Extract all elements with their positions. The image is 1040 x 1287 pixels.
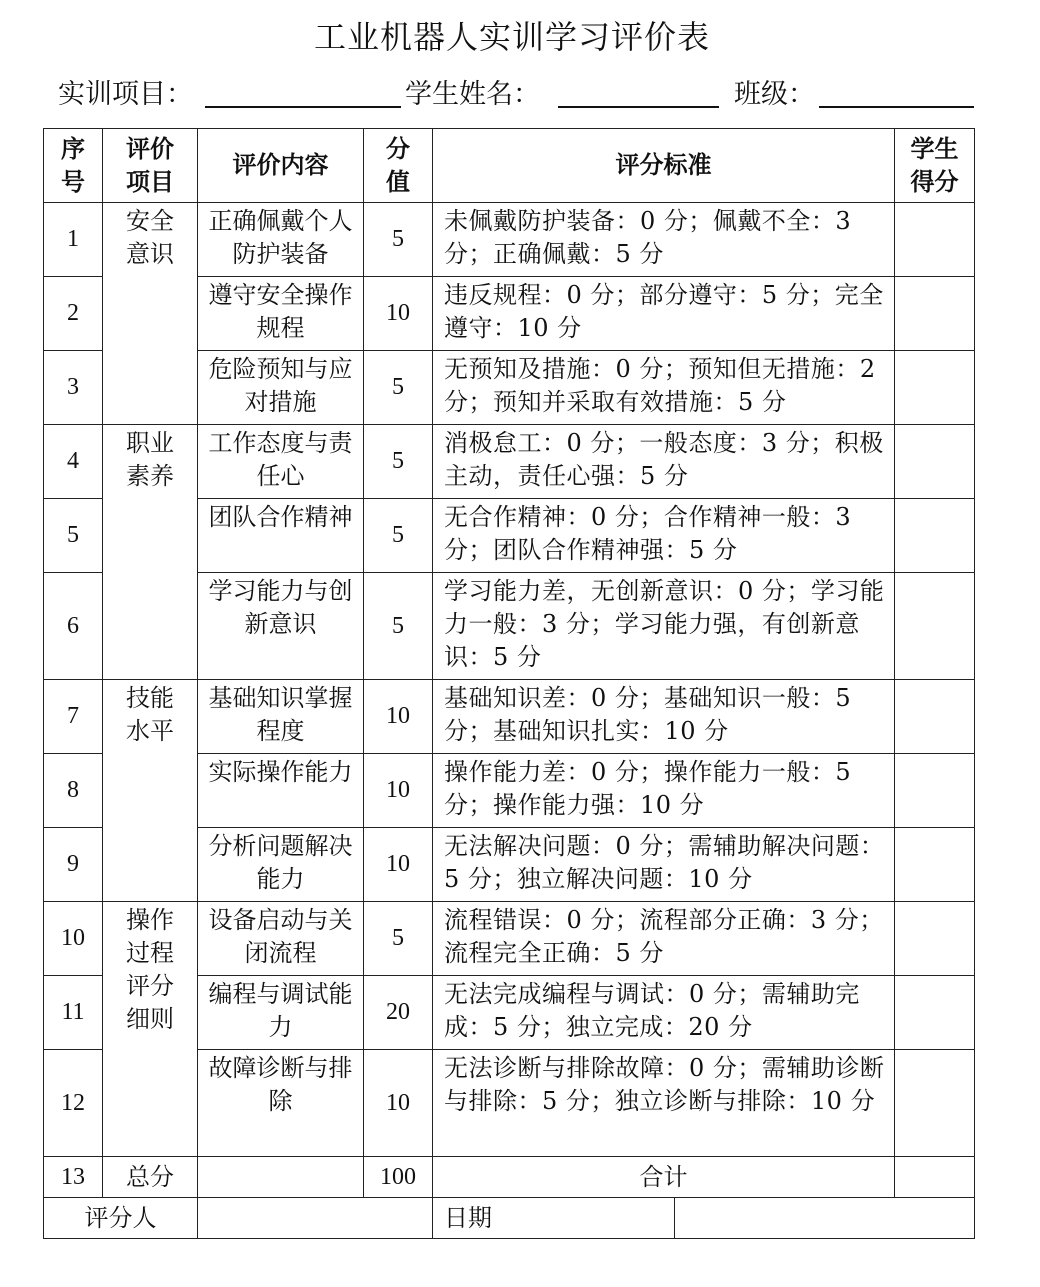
row-content: 工作态度与责任心 [198,425,364,499]
header-no: 序号 [44,129,103,203]
date-label: 日期 [433,1198,675,1238]
row-criteria: 消极怠工：0 分；一般态度：3 分；积极主动，责任心强：5 分 [433,425,895,499]
row-no: 8 [44,754,103,828]
total-no: 13 [44,1157,103,1198]
row-score: 5 [364,203,433,277]
row-criteria: 无合作精神：0 分；合作精神一般：3 分；团队合作精神强：5 分 [433,499,895,573]
row-criteria: 无法完成编程与调试：0 分；需辅助完成：5 分；独立完成：20 分 [433,976,895,1050]
student-score-cell[interactable] [895,902,975,976]
total-student-score-cell[interactable] [895,1157,975,1198]
row-no: 3 [44,351,103,425]
student-score-cell[interactable] [895,425,975,499]
header-item: 评价项目 [103,129,198,203]
total-empty-cell [198,1157,364,1198]
row-criteria: 无预知及措施：0 分；预知但无措施：2 分；预知并采取有效措施：5 分 [433,351,895,425]
total-row [44,1157,975,1198]
grader-label: 评分人 [44,1198,198,1239]
total-label: 总分 [103,1157,198,1198]
row-no: 2 [44,277,103,351]
row-no: 11 [44,976,103,1050]
student-score-cell[interactable] [895,828,975,902]
header-score: 分值 [364,129,433,203]
footer-row [44,1198,975,1239]
row-content: 基础知识掌握程度 [198,680,364,754]
header-criteria: 评分标准 [433,129,895,203]
row-content: 正确佩戴个人防护装备 [198,203,364,277]
page-title: 工业机器人实训学习评价表 [313,18,710,56]
student-score-cell[interactable] [895,203,975,277]
header-student-score: 学生得分 [895,129,975,203]
row-content: 分析问题解决能力 [198,828,364,902]
student-name-label: 学生姓名： [405,79,540,110]
row-score: 5 [364,902,433,976]
student-score-cell[interactable] [895,976,975,1050]
grader-field[interactable] [198,1198,433,1239]
row-content: 设备启动与关闭流程 [198,902,364,976]
row-criteria: 学习能力差，无创新意识：0 分；学习能力一般：3 分；学习能力强，有创新意识：5 分 [433,573,895,680]
row-content: 实际操作能力 [198,754,364,828]
row-score: 10 [364,277,433,351]
row-no: 6 [44,573,103,680]
row-content: 编程与调试能力 [198,976,364,1050]
row-score: 5 [364,425,433,499]
row-score: 10 [364,680,433,754]
row-criteria: 违反规程：0 分；部分遵守：5 分；完全遵守：10 分 [433,277,895,351]
project-field[interactable] [205,106,401,108]
row-score: 5 [364,499,433,573]
row-content: 危险预知与应对措施 [198,351,364,425]
row-no: 4 [44,425,103,499]
class-label: 班级： [734,79,815,110]
date-area [433,1198,975,1239]
sum-label: 合计 [433,1157,895,1198]
row-score: 5 [364,351,433,425]
row-no: 7 [44,680,103,754]
student-score-cell[interactable] [895,351,975,425]
header-content: 评价内容 [198,129,364,203]
evaluation-table [43,128,975,1239]
row-no: 10 [44,902,103,976]
row-content: 遵守安全操作规程 [198,277,364,351]
row-score: 10 [364,1050,433,1157]
row-content: 学习能力与创新意识 [198,573,364,680]
row-score: 5 [364,573,433,680]
row-criteria: 未佩戴防护装备：0 分；佩戴不全：3 分；正确佩戴：5 分 [433,203,895,277]
row-criteria: 流程错误：0 分；流程部分正确：3 分；流程完全正确：5 分 [433,902,895,976]
row-no: 12 [44,1050,103,1157]
row-content: 团队合作精神 [198,499,364,573]
student-score-cell[interactable] [895,277,975,351]
total-score: 100 [364,1157,433,1198]
row-criteria: 无法解决问题：0 分；需辅助解决问题：5 分；独立解决问题：10 分 [433,828,895,902]
row-criteria: 操作能力差：0 分；操作能力一般：5 分；操作能力强：10 分 [433,754,895,828]
category-cell: 操作过程评分细则 [103,902,198,1157]
student-score-cell[interactable] [895,754,975,828]
student-score-cell[interactable] [895,1050,975,1157]
row-score: 10 [364,828,433,902]
row-criteria: 基础知识差：0 分；基础知识一般：5 分；基础知识扎实：10 分 [433,680,895,754]
class-field[interactable] [819,106,974,108]
student-score-cell[interactable] [895,499,975,573]
row-score: 20 [364,976,433,1050]
row-no: 1 [44,203,103,277]
category-cell: 技能水平 [103,680,198,902]
table-row [44,680,975,754]
row-score: 10 [364,754,433,828]
row-criteria: 无法诊断与排除故障：0 分；需辅助诊断与排除：5 分；独立诊断与排除：10 分 [433,1050,895,1157]
row-no: 5 [44,499,103,573]
table-row [44,425,975,499]
row-no: 9 [44,828,103,902]
table-row [44,902,975,976]
category-cell: 职业素养 [103,425,198,680]
header-row [44,129,975,203]
student-name-field[interactable] [558,106,719,108]
row-content: 故障诊断与排除 [198,1050,364,1157]
category-cell: 安全意识 [103,203,198,425]
date-field[interactable] [675,1198,975,1238]
student-score-cell[interactable] [895,680,975,754]
table-row [44,203,975,277]
student-score-cell[interactable] [895,573,975,680]
info-header [58,72,978,112]
project-label: 实训项目： [58,79,193,110]
